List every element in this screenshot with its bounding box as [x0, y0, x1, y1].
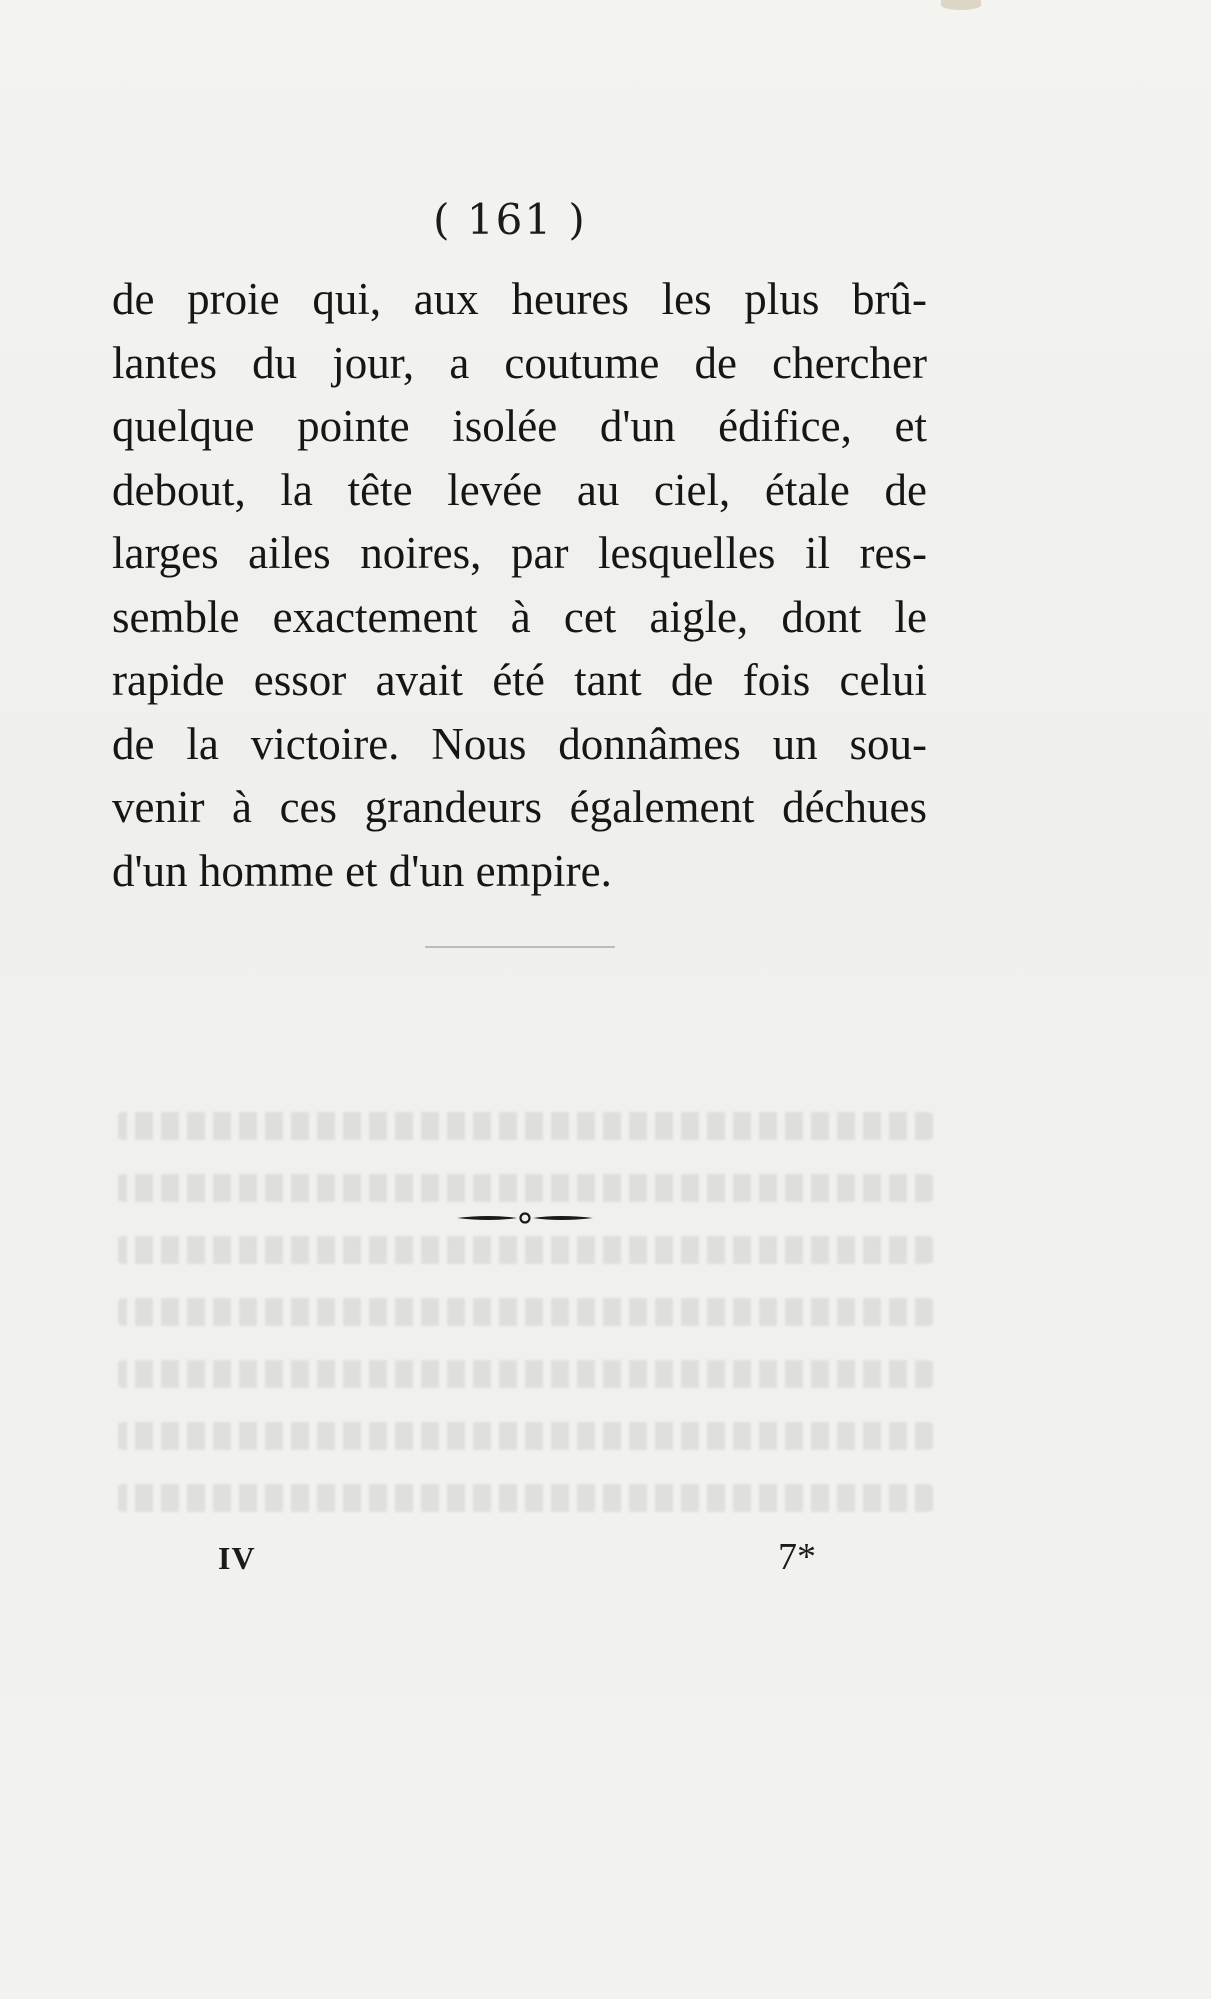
- gathering-mark: 7*: [778, 1536, 816, 1578]
- paper-stain: [941, 0, 981, 10]
- text-line-3: quelque pointe isolée d'un édifice, et: [112, 401, 927, 451]
- page-number: ( 161 ): [433, 195, 587, 244]
- text-line-8: de la victoire. Nous donnâmes un sou-: [112, 718, 927, 769]
- text-line-10: d'un homme et d'un empire.: [112, 845, 612, 896]
- signature-mark: IV: [218, 1540, 256, 1576]
- text-line-1: de proie qui, aux heures les plus brû-: [112, 274, 927, 324]
- ornament-divider: [455, 1210, 595, 1226]
- show-through-text: [118, 1095, 933, 1529]
- body-text: [112, 268, 927, 903]
- text-line-2: lantes du jour, a coutume de chercher: [112, 337, 927, 388]
- text-line-9: venir à ces grandeurs également déchues: [112, 782, 927, 832]
- text-line-4: debout, la tête levée au ciel, étale de: [112, 464, 927, 515]
- section-rule: [425, 946, 615, 948]
- text-line-7: rapide essor avait été tant de fois celui: [112, 655, 927, 705]
- text-line-5: larges ailes noires, par lesquelles il res-: [112, 528, 927, 578]
- text-line-6: semble exactement à cet aigle, dont le: [112, 591, 927, 642]
